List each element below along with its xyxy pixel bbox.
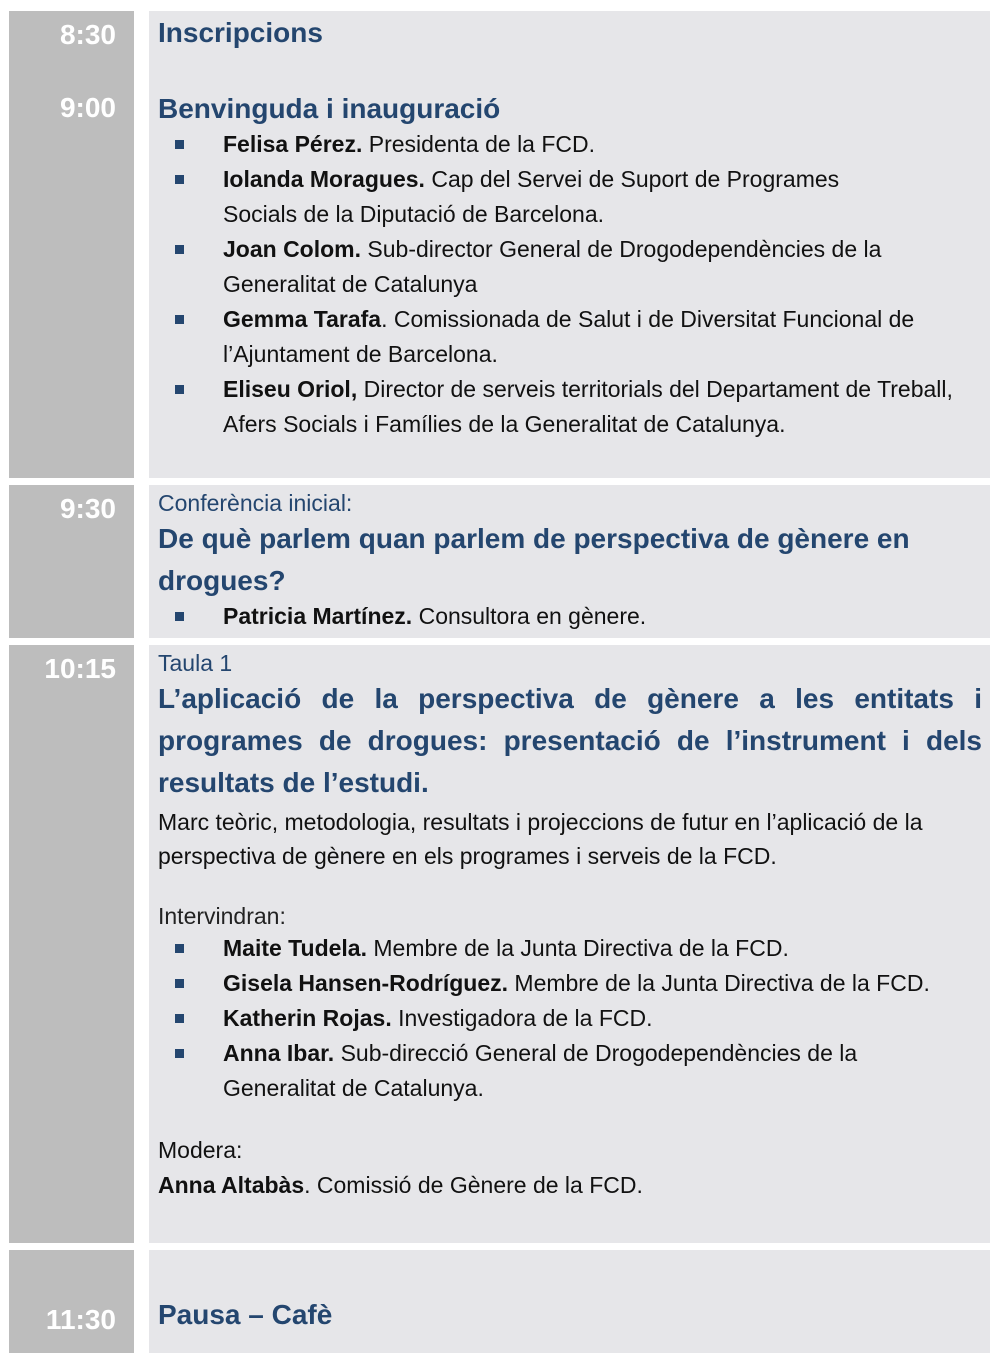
time-label: 9:00	[59, 92, 116, 123]
list-item	[158, 127, 982, 162]
session-title: Pausa – Cafè	[158, 1299, 333, 1330]
speaker-role: Investigadora de la FCD.	[391, 1005, 653, 1031]
speaker-role: Membre de la Junta Directiva de la FCD.	[508, 970, 930, 996]
speaker-role: . Comissionada de Salut i de Diversitat Funcional de l’Ajuntament de Barcelona.	[223, 306, 915, 367]
speaker-name: Felisa Pérez.	[223, 131, 363, 157]
speaker-name: Iolanda Moragues.	[223, 166, 425, 192]
bullet-icon	[175, 944, 184, 953]
speaker-name: Anna Ibar.	[223, 1040, 335, 1066]
bullet-icon	[175, 140, 184, 149]
speakers-label: Intervindran:	[158, 903, 286, 929]
bullet-icon	[175, 315, 184, 324]
agenda-block-conference	[0, 485, 1003, 638]
time-label: 9:30	[59, 493, 116, 524]
speaker-role: Director de serveis territorials del Departament de Treball, Afers Socials i Famílies de la Generalitat de Catalunya.	[223, 376, 953, 437]
time-label: 11:30	[45, 1304, 116, 1335]
list-item	[158, 302, 982, 372]
speaker-role: Presidenta de la FCD.	[362, 131, 596, 157]
list-item	[158, 931, 982, 966]
list-item	[158, 1036, 982, 1106]
agenda-block-break	[0, 1250, 1003, 1353]
session-description: Marc teòric, metodologia, resultats i projeccions de futur en l’aplicació de la perspectiva de gènere en els programes i serveis de la FCD.	[158, 809, 923, 869]
bullet-icon	[175, 175, 184, 184]
speaker-role: Consultora en gènere.	[412, 603, 647, 629]
list-item	[158, 599, 982, 634]
agenda-block-opening	[0, 11, 1003, 478]
list-item	[158, 372, 982, 442]
time-column	[9, 645, 134, 1243]
list-item	[158, 1001, 982, 1036]
list-item	[158, 162, 982, 232]
moderator	[158, 1168, 982, 1203]
session-title: L’aplicació de la perspectiva de gènere a les entitats i programes de drogues: presentació de l’instrument i dels resultats de l’estudi.	[158, 683, 982, 798]
speaker-name: Patricia Martínez.	[223, 603, 413, 629]
speaker-name: Gemma Tarafa	[223, 306, 382, 332]
session-content	[149, 1250, 990, 1353]
bullet-icon	[175, 612, 184, 621]
time-label: 10:15	[44, 653, 116, 684]
time-column	[9, 485, 134, 638]
speaker-name: Maite Tudela.	[223, 935, 367, 961]
time-label: 8:30	[59, 19, 116, 50]
session-title: Inscripcions	[158, 17, 323, 48]
speaker-role: Sub-direcció General de Drogodependències de la Generalitat de Catalunya.	[223, 1040, 858, 1101]
bullet-icon	[175, 1049, 184, 1058]
speaker-name: Joan Colom.	[223, 236, 362, 262]
moderator-label: Modera:	[158, 1137, 243, 1163]
bullet-icon	[175, 245, 184, 254]
session-title: Benvinguda i inauguració	[158, 93, 501, 124]
speaker-name: Katherin Rojas.	[223, 1005, 392, 1031]
agenda-block-panel	[0, 645, 1003, 1243]
moderator-name: Anna Altabàs	[158, 1172, 305, 1198]
time-column	[9, 11, 134, 478]
list-item	[158, 232, 982, 302]
speaker-role: Sub-director General de Drogodependències de la Generalitat de Catalunya	[223, 236, 882, 297]
speaker-name: Eliseu Oriol,	[223, 376, 358, 402]
session-label: Conferència inicial:	[158, 490, 353, 516]
session-content	[149, 11, 990, 478]
speaker-role: Membre de la Junta Directiva de la FCD.	[367, 935, 789, 961]
time-column	[9, 1250, 134, 1353]
session-label: Taula 1	[158, 650, 233, 676]
bullet-icon	[175, 385, 184, 394]
speaker-list	[158, 127, 982, 442]
bullet-icon	[175, 1014, 184, 1023]
moderator-role: . Comissió de Gènere de la FCD.	[304, 1172, 643, 1198]
session-content	[149, 645, 990, 1243]
list-item	[158, 966, 982, 1001]
session-title: De què parlem quan parlem de perspectiva de gènere en drogues?	[158, 523, 910, 596]
speaker-role: Cap del Servei de Suport de Programes Socials de la Diputació de Barcelona.	[223, 166, 840, 227]
speaker-list	[158, 931, 982, 1106]
speaker-name: Gisela Hansen-Rodríguez.	[223, 970, 509, 996]
session-content	[149, 485, 990, 638]
bullet-icon	[175, 979, 184, 988]
